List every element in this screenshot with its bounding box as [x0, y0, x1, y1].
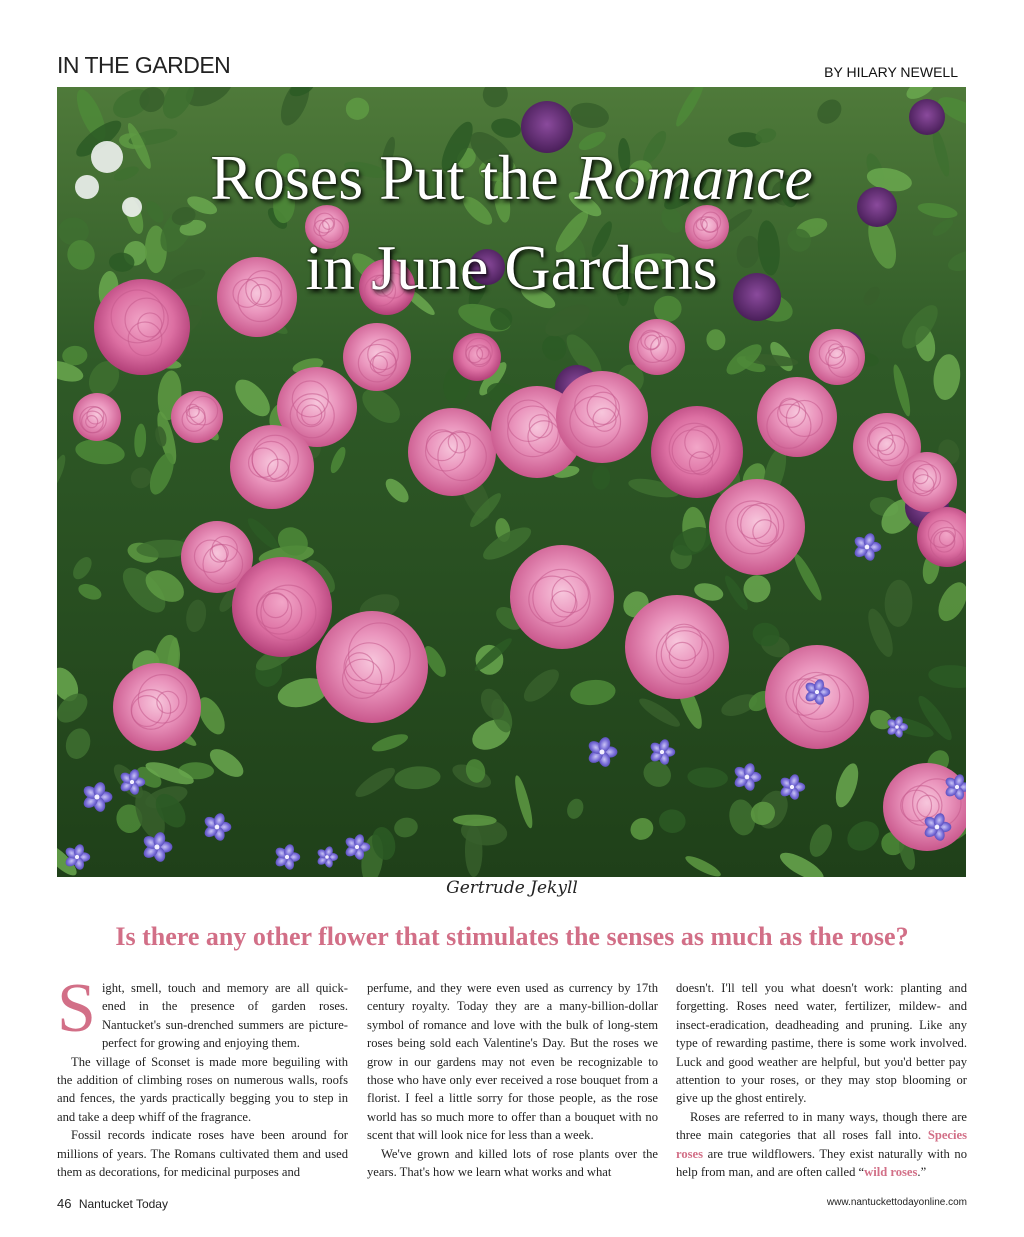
deck-subheadline: Is there any other flower that stimulates the senses as much as the rose?: [115, 922, 909, 951]
body-column-3: [676, 979, 967, 1181]
byline: BY HILARY NEWELL: [824, 64, 958, 80]
photo-caption: Gertrude Jekyll: [446, 878, 578, 898]
paragraph: perfume, and they were even used as currency by 17th century royalty. Today they are a many-billion-dollar symbol of romance and love with the bulk of long-stem roses being sold each Valentine's Day. But the roses we grow in our gardens may not even be recognizable to those who have only ever received a rose bouquet from a florist. I feel a little sorry for those people, as the rose world has so much more to offer than a bouquet with no scent that will look nice for less than a week.: [367, 981, 658, 1143]
drop-cap: S: [57, 970, 96, 1047]
paragraph: We've grown and killed lots of rose plants over the years. That's how we learn what works and what: [367, 1146, 658, 1180]
paragraph: [676, 1108, 967, 1182]
footer-url: www.nantuckettodayonline.com: [826, 1197, 967, 1208]
body-column-1: [57, 970, 348, 1181]
page-number: 46: [57, 1196, 72, 1211]
paragraph: [57, 970, 348, 1053]
highlight-term: Species roses: [676, 1128, 967, 1161]
paragraph: Fossil records indicate roses have been around for millions of years. The Romans cultivated them and used them as decorations, for medicinal purposes and: [57, 1128, 348, 1180]
article-headline: [57, 133, 966, 313]
paragraph: The village of Sconset is made more beguiling with the addition of climbing roses on numerous walls, roofs and fences, the yards practically begging you to step in and take a deep whiff of the fragrance.: [57, 1054, 348, 1124]
publication-name: Nantucket Today: [78, 1197, 168, 1211]
hero-photo: [57, 87, 966, 877]
paragraph-text: are true wildflowers. They exist naturally with no help from man, and are often called “: [676, 1146, 967, 1180]
highlight-term: wild roses: [864, 1165, 918, 1180]
headline-emphasis: Romance: [574, 142, 813, 213]
paragraph: doesn't. I'll tell you what doesn't work: planting and forgetting. Roses need water, fertilizer, mildew- and insect-eradication, deadheading and pruning. Like any type of rewarding pastime, there is some work involved. Luck and good weather are helpful, but you'd better pay attention to your roses, or they may stop blooming or give up the ghost entirely.: [676, 981, 967, 1106]
section-label: IN THE GARDEN: [57, 52, 231, 78]
paragraph-text: Roses are referred to in many ways, though there are three main categories that all roses fall into.: [676, 1109, 967, 1143]
body-column-2: [367, 979, 658, 1181]
headline-line1-start: Roses Put the: [210, 142, 575, 213]
headline-line2: in June Gardens: [305, 232, 718, 303]
paragraph-text: ight, smell, touch and memory are all quick-ened in the presence of garden roses. Nantucket's sun-drenched summers are picture-perfect for growing and enjoying them.: [101, 981, 348, 1051]
paragraph-text: .”: [917, 1165, 927, 1180]
footer-folio: [57, 1196, 168, 1211]
